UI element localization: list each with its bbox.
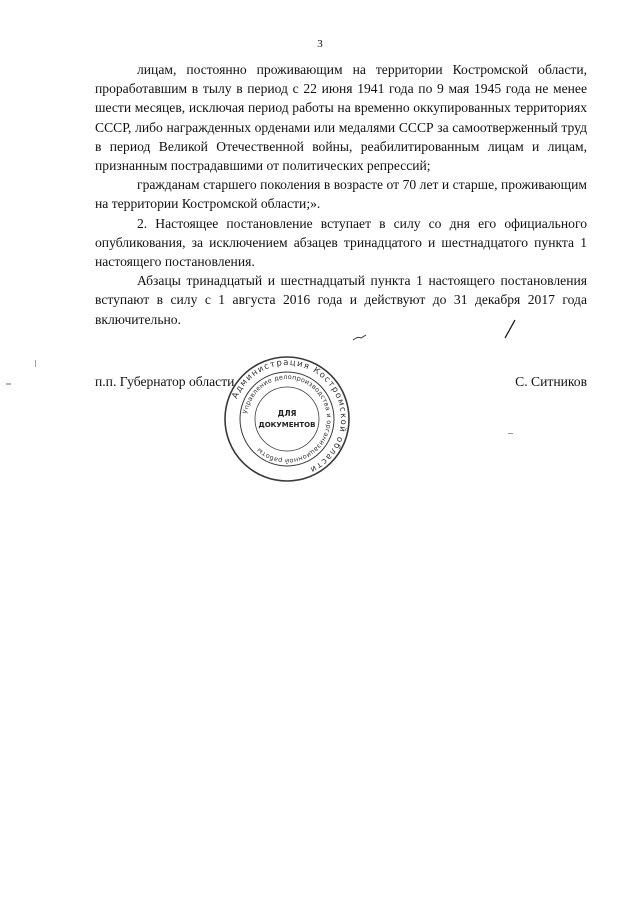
stamp-outer-text: Администрация Костромской области bbox=[230, 357, 349, 475]
paragraph-2: гражданам старшего поколения в возрасте от 70 лет и старше, проживающим на территории Костромской области;». bbox=[95, 177, 587, 212]
page-number: 3 bbox=[317, 38, 323, 50]
scan-speck-mark bbox=[6, 382, 12, 386]
paragraph-3: 2. Настоящее постановление вступает в силу со дня его официального опубликования, за исключением абзацев тринадцатого и шестнадцатого пункта 1 настоящего постановления. bbox=[95, 215, 587, 270]
stamp-inner-text: Управление делопроизводства и организационной работы bbox=[241, 372, 334, 466]
pen-stroke-mark bbox=[500, 318, 520, 340]
scan-speck-mark bbox=[34, 360, 37, 368]
stamp-center-line1: ДЛЯ bbox=[277, 409, 297, 418]
paragraph-1: лицам, постоянно проживающим на территории Костромской области, проработавшим в тылу в период с 22 июня 1941 года по 9 мая 1945 года не менее шести месяцев, исключая период работы на временно оккупированных территориях СССР, либо награжденных орденами или медалями СССР за самоотверженный труд в период Великой Отечественной войны, реабилитированным лицам и лицам, признанным пострадавшими от политических репрессий; bbox=[95, 62, 587, 174]
paragraph-4: Абзацы тринадцатый и шестнадцатый пункта 1 настоящего постановления вступают в силу с 1 августа 2016 года и действуют до 31 декабря 2017 года включительно. bbox=[95, 273, 587, 327]
signer-name: С. Ситников bbox=[515, 374, 587, 389]
document-body bbox=[95, 60, 587, 329]
official-stamp bbox=[222, 354, 352, 484]
signer-title: п.п. Губернатор области bbox=[95, 374, 235, 389]
pen-tick-mark bbox=[352, 334, 368, 342]
scan-speck-mark bbox=[508, 432, 514, 435]
stamp-center-line2: ДОКУМЕНТОВ bbox=[258, 421, 316, 429]
